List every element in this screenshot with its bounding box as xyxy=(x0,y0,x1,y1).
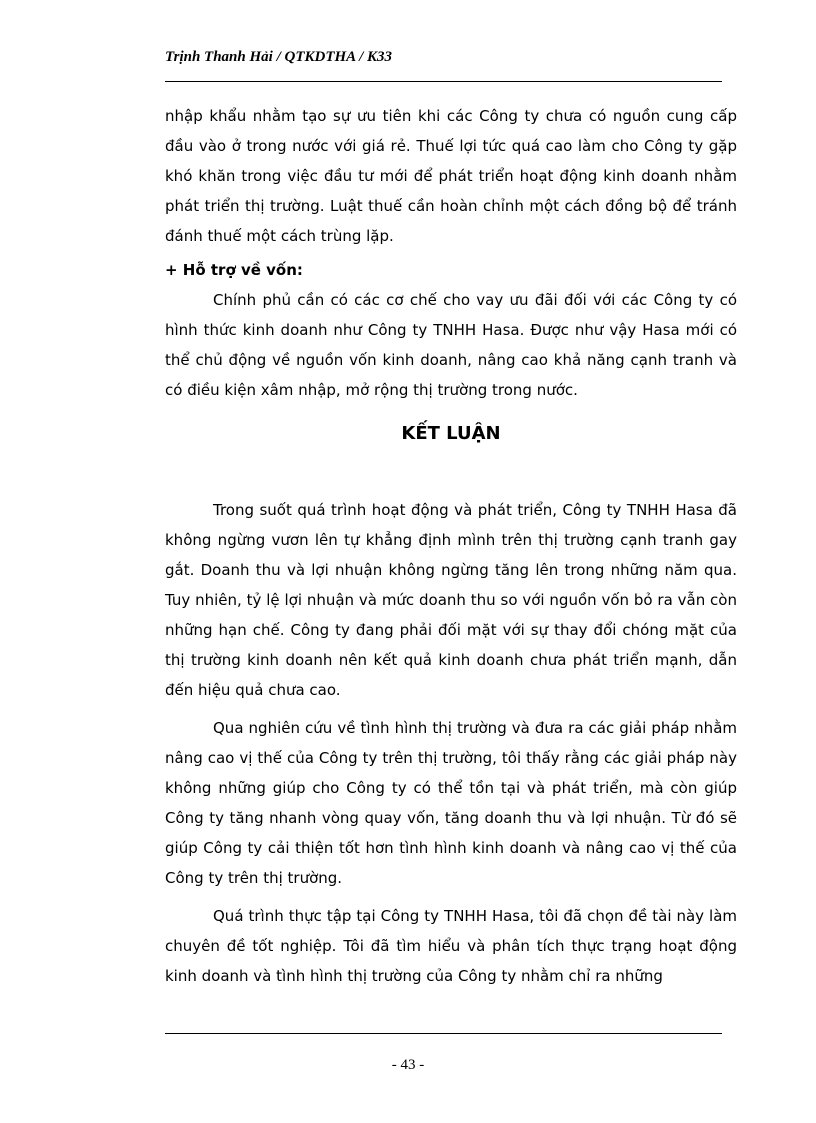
page-number: - 43 - xyxy=(391,1057,425,1073)
spacer xyxy=(165,705,737,713)
page-content xyxy=(165,101,737,991)
spacer xyxy=(165,449,737,495)
paragraph-conclusion-1: Trong suốt quá trình hoạt động và phát triển, Công ty TNHH Hasa đã không ngừng vươn lên tự khẳng định mình trên thị trường cạnh tranh gay gắt. Doanh thu và lợi nhuận không ngừng tăng lên trong những năm qua. Tuy nhiên, tỷ lệ lợi nhuận và mức doanh thu so với nguồn vốn bỏ ra vẫn còn những hạn chế. Công ty đang phải đối mặt với sự thay đổi chóng mặt của thị trường kinh doanh nên kết quả kinh doanh chưa phát triển mạnh, dẫn đến hiệu quả chưa cao. xyxy=(165,501,737,699)
spacer xyxy=(165,893,737,901)
paragraph-capital-support: Chính phủ cần có các cơ chế cho vay ưu đãi đối với các Công ty có hình thức kinh doanh như Công ty TNHH Hasa. Được như vậy Hasa mới có thể chủ động về nguồn vốn kinh doanh, nâng cao khả năng cạnh tranh và có điều kiện xâm nhập, mở rộng thị trường trong nước. xyxy=(165,291,737,399)
header-divider xyxy=(165,81,722,82)
conclusion-title: KẾT LUẬN xyxy=(401,423,501,444)
paragraph-tax: nhập khẩu nhằm tạo sự ưu tiên khi các Công ty chưa có nguồn cung cấp đầu vào ở trong nước với giá rẻ. Thuế lợi tức quá cao làm cho Công ty gặp khó khăn trong việc đầu tư mới để phát triển hoạt động kinh doanh nhằm phát triển thị trường. Luật thuế cần hoàn chỉnh một cách đồng bộ để tránh đánh thuế một cách trùng lặp. xyxy=(165,107,737,245)
document-header: Trịnh Thanh Hải / QTKDTHA / K33 xyxy=(165,49,392,65)
paragraph-conclusion-3: Quá trình thực tập tại Công ty TNHH Hasa, tôi đã chọn đề tài này làm chuyên đề tốt nghiệp. Tôi đã tìm hiểu và phân tích thực trạng hoạt động kinh doanh và tình hình thị trường của Công ty nhằm chỉ ra những xyxy=(165,907,737,985)
paragraph-conclusion-2: Qua nghiên cứu về tình hình thị trường và đưa ra các giải pháp nhằm nâng cao vị thế của Công ty trên thị trường, tôi thấy rằng các giải pháp này không những giúp cho Công ty có thể tồn tại và phát triển, mà còn giúp Công ty tăng nhanh vòng quay vốn, tăng doanh thu và lợi nhuận. Từ đó sẽ giúp Công ty cải thiện tốt hơn tình hình kinh doanh và nâng cao vị thế của Công ty trên thị trường. xyxy=(165,719,737,887)
section-heading-capital-support: + Hỗ trợ về vốn: xyxy=(165,261,303,279)
footer-divider xyxy=(165,1033,722,1034)
